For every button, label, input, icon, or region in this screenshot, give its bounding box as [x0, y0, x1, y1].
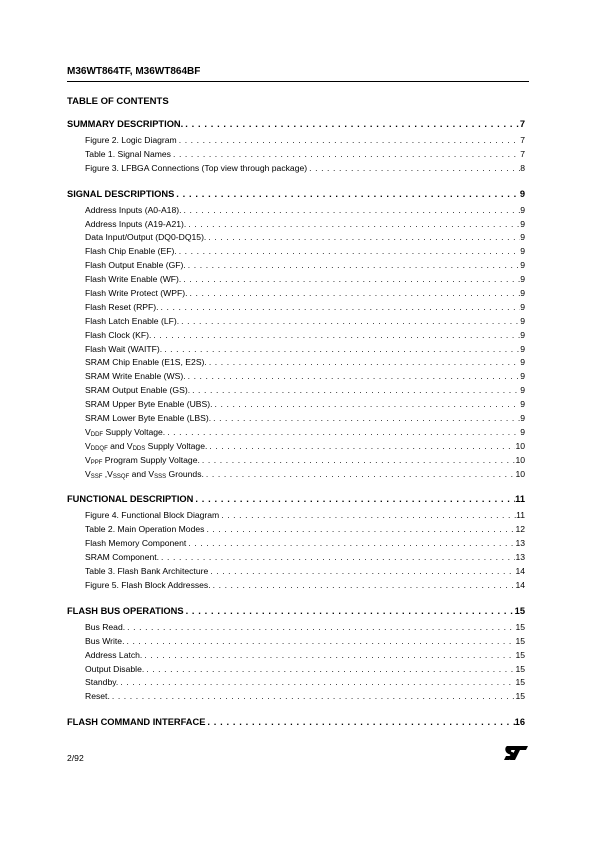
toc-entry-title [85, 468, 204, 482]
toc-section-heading[interactable] [67, 187, 525, 201]
toc-leader-dots [179, 315, 520, 329]
entry-text-part: Supply Voltage. [145, 440, 208, 451]
toc-entry-title: Table 1. Signal Names [85, 148, 171, 159]
toc-entry-title: Flash Write Enable (WF). [85, 274, 182, 285]
toc-entry[interactable] [67, 635, 525, 649]
toc-entry-title: Figure 5. Flash Block Addresses. [85, 579, 211, 590]
subscript-text: PPF [90, 459, 103, 466]
toc-entry[interactable] [67, 412, 525, 426]
entry-text-part: V [85, 468, 91, 479]
toc-leader-dots [186, 537, 515, 551]
toc-entry-title: Address Inputs (A0-A18). [85, 204, 182, 215]
toc-entry-title: Flash Reset (RPF). [85, 301, 159, 312]
toc-page-number: 12 [515, 524, 525, 535]
toc-page-number: 10 [515, 454, 525, 465]
toc-entry[interactable] [67, 301, 525, 315]
toc-entry-title: Address Inputs (A19-A21). [85, 218, 187, 229]
toc-entry[interactable] [67, 454, 525, 468]
subscript-text: DDQF [90, 445, 108, 452]
toc-leader-dots [211, 412, 520, 426]
toc-entry-title: Figure 4. Functional Block Diagram [85, 510, 220, 521]
toc-entry-title: SRAM Upper Byte Enable (UBS). [85, 399, 213, 410]
toc-entry-title: Data Input/Output (DQ0-DQ15). [85, 232, 207, 243]
toc-entry[interactable] [67, 440, 525, 454]
toc-section-heading[interactable] [67, 715, 525, 729]
toc-entry-title: Address Latch. [85, 649, 143, 660]
toc-leader-dots [177, 134, 521, 148]
toc-leader-dots [207, 356, 520, 370]
page-number: 2/92 [67, 753, 84, 763]
toc-entry-title: Standby. [85, 677, 119, 688]
toc-entry[interactable] [67, 551, 525, 565]
toc-entry-title [85, 454, 200, 468]
toc-leader-dots [174, 187, 520, 201]
toc-page-number: 11 [515, 494, 525, 505]
toc-leader-dots [207, 440, 515, 454]
toc-page-number: 15 [515, 649, 525, 660]
toc-entry[interactable] [67, 287, 525, 301]
toc-entry-title: SRAM Write Enable (WS). [85, 371, 186, 382]
toc-entry[interactable] [67, 204, 525, 218]
toc-leader-dots [125, 621, 515, 635]
toc-entry[interactable] [67, 621, 525, 635]
toc-entry[interactable] [67, 579, 525, 593]
toc-page-number: 9 [520, 399, 525, 410]
entry-text-part: V [85, 440, 91, 451]
toc-section [67, 492, 525, 592]
toc-entry-title: Flash Output Enable (GF). [85, 260, 186, 271]
toc-section [67, 187, 525, 482]
toc-page-number: 10 [515, 440, 525, 451]
toc-leader-dots [307, 162, 520, 176]
toc-section-title: SIGNAL DESCRIPTIONS [67, 188, 175, 199]
toc-leader-dots [181, 273, 520, 287]
toc-leader-dots [205, 715, 514, 729]
toc-entry[interactable] [67, 565, 525, 579]
toc-entry[interactable] [67, 468, 525, 482]
header-rule [67, 81, 529, 82]
toc-entry-title: SRAM Chip Enable (E1S, E2S). [85, 357, 207, 368]
toc-section-title: FUNCTIONAL DESCRIPTION [67, 494, 194, 505]
toc-leader-dots [186, 218, 520, 232]
subscript-text: SSQF [112, 473, 130, 480]
toc-entry[interactable] [67, 676, 525, 690]
toc-page-number: 9 [520, 218, 525, 229]
toc-entry-title: Bus Write. [85, 635, 125, 646]
toc-page-number: 9 [520, 426, 525, 437]
toc-entry[interactable] [67, 148, 525, 162]
entry-text-part: Program Supply Voltage. [102, 454, 200, 465]
toc-page-number: 13 [515, 538, 525, 549]
toc-leader-dots [110, 690, 516, 704]
toc-entry[interactable] [67, 356, 525, 370]
toc-page-number: 9 [520, 232, 525, 243]
toc-leader-dots [200, 454, 516, 468]
toc-leader-dots [186, 259, 520, 273]
toc-entry[interactable] [67, 370, 525, 384]
page-header: M36WT864TF, M36WT864BF [67, 66, 201, 77]
toc-section-heading[interactable] [67, 117, 525, 131]
entry-text-part: Grounds. [166, 468, 204, 479]
toc-section-heading[interactable] [67, 604, 525, 618]
toc-entry-title: Flash Write Protect (WPF). [85, 288, 188, 299]
toc-page-number: 10 [515, 468, 525, 479]
toc-page-number: 9 [520, 274, 525, 285]
subscript-text: DDF [90, 431, 104, 438]
st-logo-icon [503, 745, 529, 761]
toc-page-number: 9 [520, 288, 525, 299]
toc-page-number: 15 [515, 677, 525, 688]
entry-text-part: V [85, 426, 91, 437]
toc-entry[interactable] [67, 384, 525, 398]
toc-page-number: 9 [520, 204, 525, 215]
toc-page-number: 9 [520, 413, 525, 424]
table-of-contents [67, 117, 525, 740]
toc-section [67, 604, 525, 704]
toc-page-number: 9 [519, 188, 525, 199]
toc-entry[interactable] [67, 690, 525, 704]
toc-leader-dots [177, 245, 521, 259]
toc-entry[interactable] [67, 134, 525, 148]
toc-entry-title: Output Disable. [85, 663, 145, 674]
toc-leader-dots [182, 204, 521, 218]
toc-page-number: 9 [520, 357, 525, 368]
toc-entry[interactable] [67, 398, 525, 412]
toc-entry-title: SRAM Output Enable (GS). [85, 385, 191, 396]
toc-entry-title: Figure 2. Logic Diagram [85, 135, 177, 145]
toc-page-number: 9 [520, 301, 525, 312]
toc-page-number: 9 [520, 371, 525, 382]
toc-entry[interactable] [67, 231, 525, 245]
toc-page-number: 9 [520, 329, 525, 340]
toc-leader-dots [171, 148, 520, 162]
entry-text-part: and V [129, 468, 155, 479]
toc-entry[interactable] [67, 245, 525, 259]
toc-leader-dots [188, 287, 521, 301]
toc-page-number: 9 [520, 246, 525, 257]
toc-section-heading[interactable] [67, 492, 525, 506]
toc-section-title: FLASH COMMAND INTERFACE [67, 717, 206, 728]
toc-section-title: SUMMARY DESCRIPTION. [67, 119, 184, 129]
toc-entry-title: Flash Latch Enable (LF). [85, 315, 180, 326]
toc-leader-dots [204, 468, 516, 482]
toc-entry-title: Table 2. Main Operation Modes [85, 524, 205, 535]
toc-leader-dots [193, 492, 515, 506]
toc-entry[interactable] [67, 663, 525, 677]
entry-text-part: V [85, 454, 91, 465]
toc-leader-dots [118, 676, 515, 690]
toc-page-number: 9 [520, 260, 525, 271]
toc-page-number: 11 [516, 510, 525, 521]
toc-leader-dots [151, 329, 520, 343]
toc-entry[interactable] [67, 329, 525, 343]
toc-leader-dots [162, 343, 520, 357]
toc-page-number: 13 [515, 552, 525, 563]
toc-page-number: 15 [515, 691, 525, 702]
toc-entry-title: Figure 3. LFBGA Connections (Top view through package) [85, 162, 308, 173]
toc-leader-dots [183, 117, 520, 131]
toc-leader-dots [159, 551, 515, 565]
toc-entry-title: SRAM Lower Byte Enable (LBS). [85, 413, 212, 424]
toc-entry[interactable] [67, 218, 525, 232]
toc-entry-title: Flash Wait (WAITF). [85, 343, 163, 354]
subscript-text: DDS [132, 445, 146, 452]
toc-leader-dots [213, 398, 521, 412]
toc-section-title: FLASH BUS OPERATIONS [67, 605, 184, 616]
toc-page-number: 16 [514, 717, 525, 728]
subscript-text: SSS [154, 473, 167, 480]
toc-leader-dots [219, 509, 516, 523]
toc-entry-title: Flash Clock (KF). [85, 329, 152, 340]
toc-entry-title: Flash Memory Component [85, 538, 187, 549]
toc-page-number: 14 [515, 579, 525, 590]
toc-leader-dots [144, 663, 515, 677]
toc-entry[interactable] [67, 426, 525, 440]
toc-leader-dots [204, 523, 515, 537]
entry-text-part: and V [107, 440, 133, 451]
toc-leader-dots [211, 579, 516, 593]
toc-page-number: 15 [514, 605, 525, 616]
toc-entry-title: Table 3. Flash Bank Architecture [85, 566, 209, 577]
toc-entry[interactable] [67, 649, 525, 663]
toc-page-number: 7 [520, 148, 525, 159]
toc-page-number: 8 [520, 162, 525, 173]
toc-page-number: 9 [520, 385, 525, 396]
toc-entry-title [85, 440, 207, 454]
toc-page-number: 9 [520, 343, 525, 354]
toc-entry[interactable] [67, 509, 525, 523]
toc-entry[interactable] [67, 273, 525, 287]
toc-leader-dots [206, 231, 520, 245]
toc-page-number: 7 [519, 119, 525, 129]
toc-entry-title: SRAM Component. [85, 552, 160, 563]
toc-leader-dots [165, 426, 520, 440]
toc-leader-dots [186, 370, 521, 384]
toc-entry[interactable] [67, 537, 525, 551]
toc-page-number: 9 [520, 315, 525, 326]
toc-entry[interactable] [67, 162, 525, 176]
toc-entry-title [85, 426, 165, 440]
toc-entry[interactable] [67, 315, 525, 329]
toc-entry[interactable] [67, 259, 525, 273]
entry-text-part: Supply Voltage. [103, 426, 166, 437]
toc-title: TABLE OF CONTENTS [67, 96, 169, 107]
toc-entry-title: Flash Chip Enable (EF). [85, 246, 177, 257]
entry-text-part: ,V [102, 468, 113, 479]
toc-leader-dots [190, 384, 520, 398]
toc-section [67, 117, 525, 176]
toc-page-number: 15 [515, 635, 525, 646]
toc-page-number: 15 [515, 621, 525, 632]
toc-page-number: 7 [520, 135, 525, 145]
toc-leader-dots [124, 635, 515, 649]
toc-leader-dots [142, 649, 515, 663]
toc-page-number: 14 [515, 566, 525, 577]
toc-page-number: 15 [515, 663, 525, 674]
toc-entry-title: Reset. [85, 691, 110, 702]
toc-section [67, 715, 525, 729]
toc-leader-dots [184, 604, 515, 618]
toc-entry[interactable] [67, 343, 525, 357]
toc-leader-dots [159, 301, 521, 315]
toc-leader-dots [208, 565, 515, 579]
toc-entry-title: Bus Read. [85, 621, 126, 632]
subscript-text: SSF [90, 473, 103, 480]
toc-entry[interactable] [67, 523, 525, 537]
